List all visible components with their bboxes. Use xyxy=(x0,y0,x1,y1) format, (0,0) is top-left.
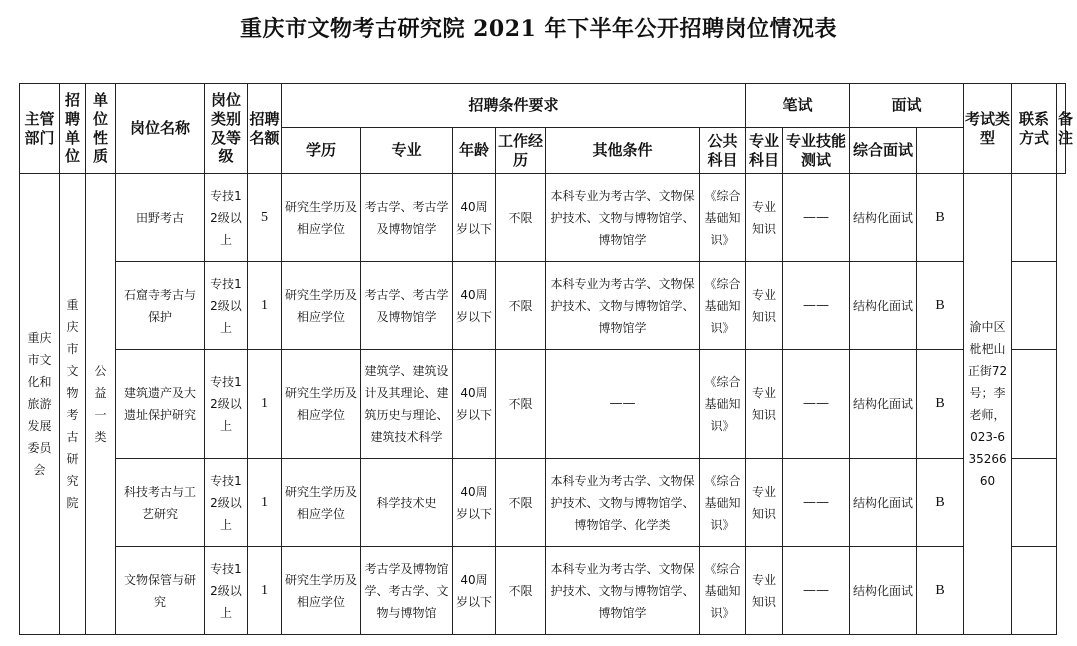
dept-cell: 重庆市文化和旅游发展委员会 xyxy=(20,174,60,635)
header-comprehensive: 综合面试 xyxy=(850,128,917,174)
skill-test-cell: —— xyxy=(783,262,850,350)
major-subject-cell: 专业知识 xyxy=(746,350,783,459)
experience-cell: 不限 xyxy=(496,174,546,262)
header-exam-type: 考试类型 xyxy=(964,84,1012,174)
major-subject-cell: 专业知识 xyxy=(746,547,783,635)
remark-cell xyxy=(1012,350,1057,459)
other-cell: 本科专业为考古学、文物保护技术、文物与博物馆学、博物馆学 xyxy=(546,174,700,262)
header-category: 岗位类别及等级 xyxy=(205,84,248,174)
header-written: 笔试 xyxy=(746,84,850,128)
table-row xyxy=(20,459,1066,547)
header-age: 年龄 xyxy=(453,128,496,174)
header-conditions: 招聘条件要求 xyxy=(282,84,746,128)
header-nature: 单位性质 xyxy=(86,84,116,174)
major-cell: 考古学及博物馆学、考古学、文物与博物馆 xyxy=(361,547,453,635)
position-cell: 文物保管与研究 xyxy=(116,547,205,635)
header-major-subject: 专业科目 xyxy=(746,128,783,174)
education-cell: 研究生学历及相应学位 xyxy=(282,174,361,262)
comprehensive-cell: 结构化面试 xyxy=(850,174,917,262)
exam-type-cell: B xyxy=(917,547,964,635)
experience-cell: 不限 xyxy=(496,459,546,547)
header-major: 专业 xyxy=(361,128,453,174)
category-cell: 专技12级以上 xyxy=(205,262,248,350)
comprehensive-cell: 结构化面试 xyxy=(850,262,917,350)
education-cell: 研究生学历及相应学位 xyxy=(282,262,361,350)
header-dept: 主管部门 xyxy=(20,84,60,174)
major-cell: 建筑学、建筑设计及其理论、建筑历史与理论、建筑技术科学 xyxy=(361,350,453,459)
experience-cell: 不限 xyxy=(496,350,546,459)
header-other: 其他条件 xyxy=(546,128,700,174)
skill-test-cell: —— xyxy=(783,459,850,547)
age-cell: 40周岁以下 xyxy=(453,350,496,459)
quota-cell: 1 xyxy=(248,350,282,459)
position-cell: 石窟寺考古与保护 xyxy=(116,262,205,350)
public-subject-cell: 《综合基础知识》 xyxy=(700,174,746,262)
header-experience: 工作经历 xyxy=(496,128,546,174)
table-row xyxy=(20,174,1066,262)
remark-cell xyxy=(1012,174,1057,262)
other-cell: 本科专业为考古学、文物保护技术、文物与博物馆学、博物馆学、化学类 xyxy=(546,459,700,547)
header-quota: 招聘名额 xyxy=(248,84,282,174)
major-subject-cell: 专业知识 xyxy=(746,262,783,350)
table-row xyxy=(20,350,1066,459)
major-cell: 考古学、考古学及博物馆学 xyxy=(361,262,453,350)
public-subject-cell: 《综合基础知识》 xyxy=(700,547,746,635)
quota-cell: 1 xyxy=(248,262,282,350)
skill-test-cell: —— xyxy=(783,547,850,635)
major-cell: 科学技术史 xyxy=(361,459,453,547)
exam-type-cell: B xyxy=(917,459,964,547)
education-cell: 研究生学历及相应学位 xyxy=(282,459,361,547)
recruitment-table xyxy=(19,83,1074,635)
other-cell: 本科专业为考古学、文物保护技术、文物与博物馆学、博物馆学 xyxy=(546,262,700,350)
skill-test-cell: —— xyxy=(783,350,850,459)
header-education: 学历 xyxy=(282,128,361,174)
position-cell: 田野考古 xyxy=(116,174,205,262)
comprehensive-cell: 结构化面试 xyxy=(850,547,917,635)
remark-cell xyxy=(1012,459,1057,547)
exam-type-cell: B xyxy=(917,262,964,350)
remark-cell xyxy=(1012,262,1057,350)
experience-cell: 不限 xyxy=(496,262,546,350)
header-unit: 招聘单位 xyxy=(60,84,86,174)
header-position: 岗位名称 xyxy=(116,84,205,174)
other-cell: —— xyxy=(546,350,700,459)
remark-cell xyxy=(1012,547,1057,635)
age-cell: 40周岁以下 xyxy=(453,174,496,262)
age-cell: 40周岁以下 xyxy=(453,547,496,635)
public-subject-cell: 《综合基础知识》 xyxy=(700,262,746,350)
public-subject-cell: 《综合基础知识》 xyxy=(700,459,746,547)
experience-cell: 不限 xyxy=(496,547,546,635)
position-cell: 科技考古与工艺研究 xyxy=(116,459,205,547)
education-cell: 研究生学历及相应学位 xyxy=(282,547,361,635)
age-cell: 40周岁以下 xyxy=(453,262,496,350)
education-cell: 研究生学历及相应学位 xyxy=(282,350,361,459)
contact-cell: 渝中区枇杷山正街72号；李老师，023-63526660 xyxy=(964,174,1012,635)
quota-cell: 5 xyxy=(248,174,282,262)
major-cell: 考古学、考古学及博物馆学 xyxy=(361,174,453,262)
public-subject-cell: 《综合基础知识》 xyxy=(700,350,746,459)
quota-cell: 1 xyxy=(248,547,282,635)
page-title: 重庆市文物考古研究院 2021 年下半年公开招聘岗位情况表 xyxy=(239,16,838,42)
category-cell: 专技12级以上 xyxy=(205,174,248,262)
comprehensive-cell: 结构化面试 xyxy=(850,350,917,459)
header-remark: 备注 xyxy=(1057,84,1066,174)
age-cell: 40周岁以下 xyxy=(453,459,496,547)
unit-cell: 重庆市文物考古研究院 xyxy=(60,174,86,635)
table-row xyxy=(20,262,1066,350)
quota-cell: 1 xyxy=(248,459,282,547)
nature-cell: 公益一类 xyxy=(86,174,116,635)
header-interview: 面试 xyxy=(850,84,964,128)
position-cell: 建筑遗产及大遗址保护研究 xyxy=(116,350,205,459)
category-cell: 专技12级以上 xyxy=(205,459,248,547)
major-subject-cell: 专业知识 xyxy=(746,174,783,262)
table-row xyxy=(20,547,1066,635)
header-contact: 联系方式 xyxy=(1012,84,1057,174)
major-subject-cell: 专业知识 xyxy=(746,459,783,547)
header-public-subject: 公共科目 xyxy=(700,128,746,174)
exam-type-cell: B xyxy=(917,350,964,459)
category-cell: 专技12级以上 xyxy=(205,547,248,635)
exam-type-cell: B xyxy=(917,174,964,262)
header-skill-test: 专业技能测试 xyxy=(783,128,850,174)
other-cell: 本科专业为考古学、文物保护技术、文物与博物馆学、博物馆学 xyxy=(546,547,700,635)
skill-test-cell: —— xyxy=(783,174,850,262)
category-cell: 专技12级以上 xyxy=(205,350,248,459)
comprehensive-cell: 结构化面试 xyxy=(850,459,917,547)
